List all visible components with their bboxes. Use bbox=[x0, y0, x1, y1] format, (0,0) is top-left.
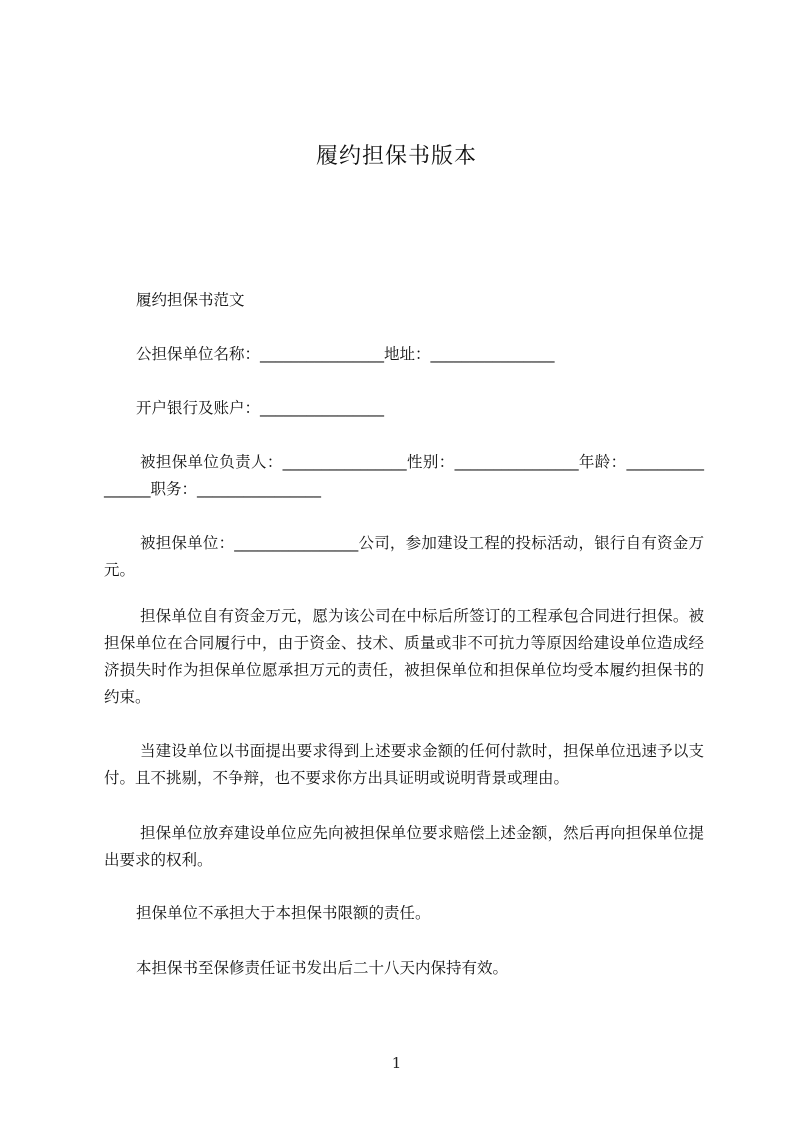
paragraph-validity: 本担保书至保修责任证书发出后二十八天内保持有效。 bbox=[136, 959, 509, 977]
paragraph-bank-account: 开户银行及账户：________________ bbox=[136, 399, 385, 417]
page-number: 1 bbox=[391, 1054, 402, 1072]
paragraph-liability-limit: 担保单位不承担大于本担保书限额的责任。 bbox=[136, 904, 431, 922]
paragraph-payment-demand: 当建设单位以书面提出要求得到上述要求金额的任何付款时，担保单位迅速予以支付。且不挑剔，不争辩，也不要求你方出具证明或说明背景或理由。 bbox=[104, 742, 704, 787]
paragraph-company-address: 公担保单位名称：________________地址：________________ bbox=[136, 345, 555, 363]
paragraph-waiver: 担保单位放弃建设单位应先向被担保单位要求赔偿上述金额，然后再向担保单位提出要求的权利。 bbox=[104, 824, 704, 869]
paragraph-heading: 履约担保书范文 bbox=[136, 291, 245, 309]
paragraph-guaranteed-unit: 被担保单位：________________公司，参加建设工程的投标活动，银行自有资金万元。 bbox=[104, 534, 704, 579]
paragraph-responsible-person: 被担保单位负责人：________________性别：________________年龄：________________职务：________________ bbox=[104, 453, 704, 498]
document-title: 履约担保书版本 bbox=[315, 144, 477, 169]
paragraph-guarantee-terms: 担保单位自有资金万元，愿为该公司在中标后所签订的工程承包合同进行担保。被担保单位在合同履行中，由于资金、技术、质量或非不可抗力等原因给建设单位造成经济损失时作为担保单位愿承担万元的责任，被担保单位和担保单位均受本履约担保书的约束。 bbox=[104, 607, 704, 706]
